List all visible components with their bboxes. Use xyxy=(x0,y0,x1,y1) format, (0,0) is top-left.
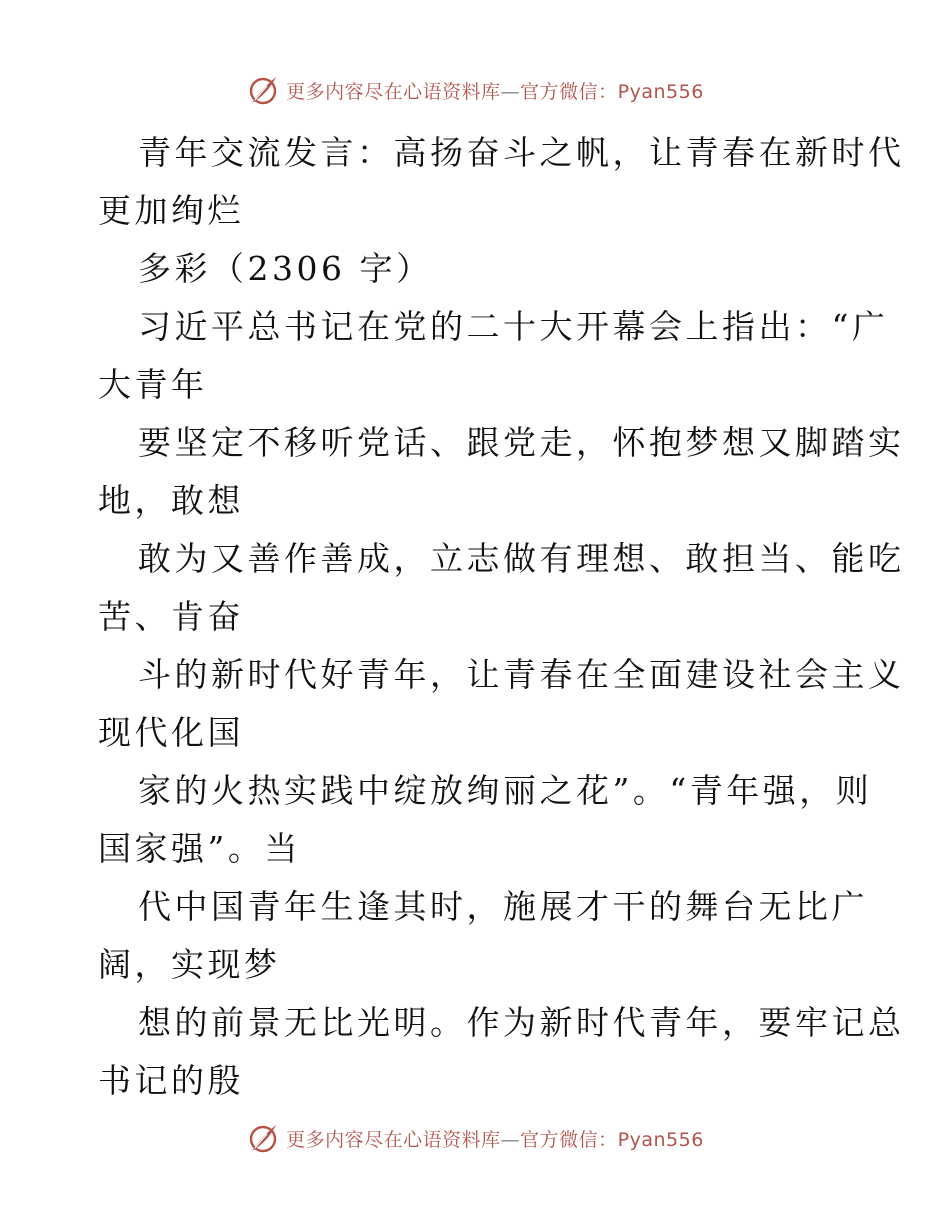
watermark-suffix: 官方微信：Pyan556 xyxy=(520,1128,704,1151)
header-watermark xyxy=(0,70,950,110)
text-line: 习近平总书记在党的二十大开幕会上指出：“广 xyxy=(138,307,889,346)
document-body xyxy=(98,124,905,1110)
watermark-suffix: 官方微信：Pyan556 xyxy=(520,80,704,103)
text-line: 代中国青年生逢其时，施展才干的舞台无比广 xyxy=(138,887,868,926)
text-line: 想的前景无比光明。作为新时代青年，要牢记总 xyxy=(138,1003,905,1042)
quill-pen-circle-icon xyxy=(246,1121,280,1155)
text-line: 家的火热实践中绽放绚丽之花”。“青年强，则 xyxy=(138,771,873,810)
watermark-text xyxy=(286,1125,704,1152)
text-line: 地，敢想 xyxy=(98,481,244,520)
watermark-separator: — xyxy=(500,1128,521,1151)
text-line: 多彩（2306 字） xyxy=(138,249,433,288)
watermark-separator: — xyxy=(500,80,521,103)
text-line: 要坚定不移听党话、跟党走，怀抱梦想又脚踏实 xyxy=(138,423,905,462)
text-line: 敢为又善作善成，立志做有理想、敢担当、能吃 xyxy=(138,539,905,578)
text-line: 国家强”。当 xyxy=(98,829,301,868)
watermark-main: 更多内容尽在心语资料库 xyxy=(286,80,501,103)
footer-watermark xyxy=(0,1118,950,1158)
text-line: 斗的新时代好青年，让青春在全面建设社会主义 xyxy=(138,655,905,694)
text-line: 更加绚烂 xyxy=(98,191,244,230)
text-line: 大青年 xyxy=(98,365,208,404)
watermark-text xyxy=(286,77,704,104)
text-line: 青年交流发言：高扬奋斗之帆，让青春在新时代 xyxy=(138,133,905,172)
text-line: 阔，实现梦 xyxy=(98,945,281,984)
text-line: 现代化国 xyxy=(98,713,244,752)
quill-pen-circle-icon xyxy=(246,73,280,107)
text-line: 书记的殷 xyxy=(98,1061,244,1100)
watermark-main: 更多内容尽在心语资料库 xyxy=(286,1128,501,1151)
text-line: 苦、肯奋 xyxy=(98,597,244,636)
